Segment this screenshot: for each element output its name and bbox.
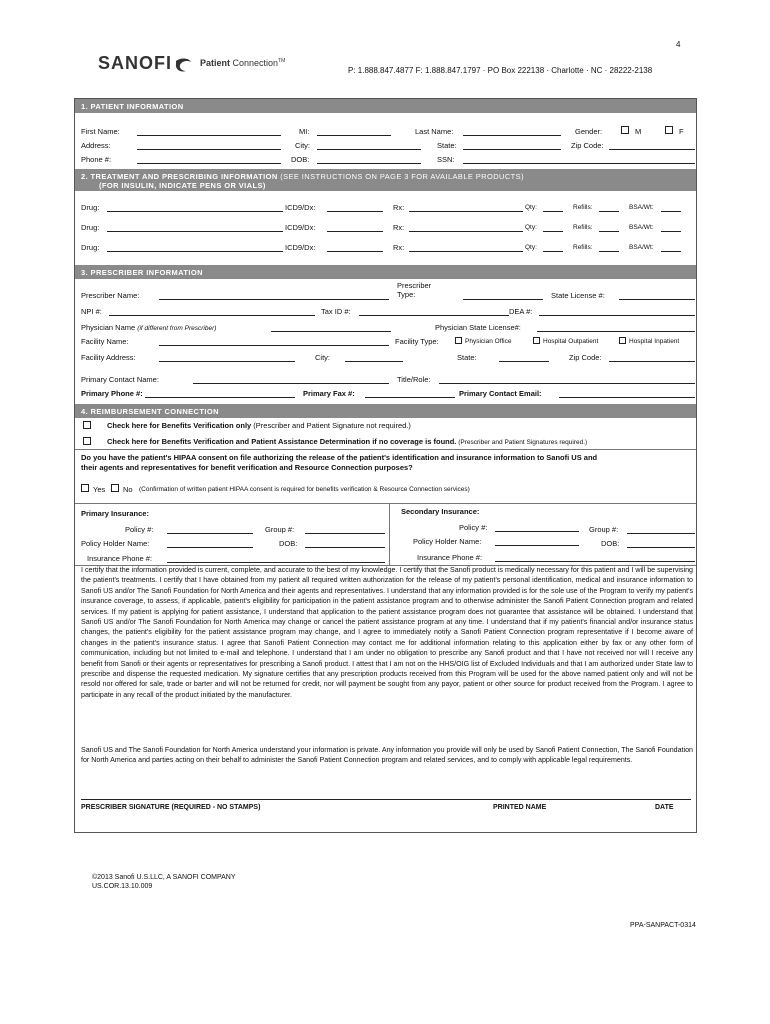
primary-dob-field[interactable] (305, 547, 385, 548)
divider (75, 449, 696, 450)
primary-policy-field[interactable] (167, 533, 253, 534)
insurance-divider (389, 503, 390, 565)
refills-label: Refills: (573, 204, 593, 211)
document-code: US.COR.13.10.009 (92, 883, 153, 890)
secondary-holder-field[interactable] (495, 545, 579, 546)
date-label: DATE (655, 804, 674, 811)
bsa-label: BSA/Wt: (629, 244, 654, 251)
hipaa-yes-checkbox[interactable] (81, 484, 89, 492)
printed-name-label: PRINTED NAME (493, 804, 547, 811)
privacy-text: Sanofi US and The Sanofi Foundation for North America understand your information is private. Any information you provide will only be used by Sanofi Patient Connection, The Sanofi Foundation for North America and parties acting on their behalf to administer the Sanofi Patient Connection program and related services, and to comply with applicable legal requirements. (81, 746, 693, 765)
mi-field[interactable] (317, 135, 391, 136)
drug-row-1 (75, 203, 695, 215)
secondary-ins-phone-field[interactable] (495, 561, 695, 562)
primary-phone-field[interactable] (145, 397, 295, 398)
primary-group-label: Group #: (265, 525, 295, 534)
qty-label: Qty: (525, 244, 537, 251)
physician-license-label: Physician State License#: (435, 323, 521, 332)
primary-dob-label: DOB: (279, 539, 298, 548)
patient-assistance-text: Check here for Benefits Verification and Patient Assistance Determination if no coverage is found. (Prescriber and Patient Signatures required.) (107, 437, 588, 446)
icd-label: ICD9/Dx: (285, 243, 316, 252)
prescriber-name-label: Prescriber Name: (81, 291, 140, 300)
icd-label: ICD9/Dx: (285, 203, 316, 212)
tax-id-label: Tax ID #: (321, 307, 351, 316)
state-field[interactable] (463, 149, 561, 150)
title-role-label: Title/Role: (397, 375, 431, 384)
title-role-field[interactable] (439, 383, 695, 384)
prescriber-name-field[interactable] (159, 299, 389, 300)
address-field[interactable] (137, 149, 281, 150)
secondary-ins-phone-label: Insurance Phone #: (417, 553, 483, 562)
primary-insurance-label: Primary Insurance: (81, 509, 149, 518)
hospital-outpatient-checkbox[interactable] (533, 337, 540, 344)
form-id: PPA-SANPACT-0314 (630, 922, 696, 929)
rx-label: Rx: (393, 223, 405, 232)
zip-field[interactable] (609, 149, 695, 150)
primary-contact-label: Primary Contact Name: (81, 375, 159, 384)
facility-zip-label: Zip Code: (569, 353, 602, 362)
primary-group-field[interactable] (305, 533, 385, 534)
patient-connection-logo: Patient Connection™ (200, 58, 286, 68)
city-field[interactable] (317, 149, 421, 150)
dob-label: DOB: (291, 155, 310, 164)
copyright: ©2013 Sanofi U.S.LLC, A SANOFI COMPANY (92, 874, 236, 881)
gender-m-checkbox[interactable] (621, 126, 629, 134)
dob-field[interactable] (317, 163, 421, 164)
facility-city-label: City: (315, 353, 330, 362)
gender-f-checkbox[interactable] (665, 126, 673, 134)
bsa-label: BSA/Wt: (629, 204, 654, 211)
hospital-inpatient-label: Hospital Inpatient (629, 338, 680, 345)
secondary-policy-label: Policy #: (459, 523, 488, 532)
physician-name-label: Physician Name (if different from Prescriber) (81, 323, 217, 332)
qty-field[interactable] (543, 231, 563, 232)
hospital-outpatient-label: Hospital Outpatient (543, 338, 599, 345)
first-name-field[interactable] (137, 135, 281, 136)
facility-name-label: Facility Name: (81, 337, 129, 346)
drug-row-2 (75, 223, 695, 235)
secondary-holder-label: Policy Holder Name: (413, 537, 482, 546)
primary-fax-field[interactable] (365, 397, 455, 398)
rx-label: Rx: (393, 243, 405, 252)
drug-field[interactable] (107, 211, 283, 212)
hipaa-no-label: No (123, 485, 133, 494)
refills-field[interactable] (599, 251, 619, 252)
state-label: State: (437, 141, 457, 150)
primary-phone-label: Primary Phone #: (81, 389, 143, 398)
section-treatment-header: 2. TREATMENT AND PRESCRIBING INFORMATION (SEE INSTRUCTIONS ON PAGE 3 FOR AVAILABLE PRODUCTS) (FOR INSULIN, INDICATE PENS OR VIALS) (75, 169, 696, 191)
icd-field[interactable] (327, 251, 383, 252)
hospital-inpatient-checkbox[interactable] (619, 337, 626, 344)
signature-line[interactable] (81, 799, 691, 800)
last-name-label: Last Name: (415, 127, 454, 136)
qty-label: Qty: (525, 204, 537, 211)
secondary-dob-field[interactable] (627, 547, 695, 548)
city-label: City: (295, 141, 310, 150)
physician-name-field[interactable] (271, 331, 391, 332)
mi-label: MI: (299, 127, 310, 136)
dea-label: DEA #: (509, 307, 533, 316)
hipaa-note: (Confirmation of written patient HIPAA consent is required for benefits verification & Resource Connection services) (139, 486, 470, 493)
hipaa-no-checkbox[interactable] (111, 484, 119, 492)
section-prescriber-header: 3. PRESCRIBER INFORMATION (75, 265, 696, 279)
facility-name-field[interactable] (159, 345, 389, 346)
qty-field[interactable] (543, 211, 563, 212)
drug-label: Drug: (81, 203, 100, 212)
primary-email-field[interactable] (559, 397, 695, 398)
secondary-dob-label: DOB: (601, 539, 620, 548)
page-number: 4 (676, 40, 681, 49)
drug-label: Drug: (81, 243, 100, 252)
rx-field[interactable] (409, 211, 523, 212)
bsa-label: BSA/Wt: (629, 224, 654, 231)
prescriber-signature-label: PRESCRIBER SIGNATURE (REQUIRED - NO STAMPS) (81, 804, 261, 811)
tax-id-field[interactable] (359, 315, 509, 316)
facility-state-field[interactable] (499, 361, 549, 362)
drug-row-3 (75, 243, 695, 255)
benefits-verification-checkbox[interactable] (83, 421, 91, 429)
divider (75, 503, 696, 504)
rx-label: Rx: (393, 203, 405, 212)
secondary-policy-field[interactable] (495, 531, 579, 532)
bsa-field[interactable] (661, 231, 681, 232)
last-name-field[interactable] (463, 135, 561, 136)
first-name-label: First Name: (81, 127, 120, 136)
bsa-field[interactable] (661, 251, 681, 252)
facility-zip-field[interactable] (609, 361, 695, 362)
secondary-group-label: Group #: (589, 525, 619, 534)
facility-address-label: Facility Address: (81, 353, 136, 362)
facility-address-field[interactable] (159, 361, 295, 362)
phone-label: Phone #: (81, 155, 112, 164)
phone-field[interactable] (137, 163, 281, 164)
sanofi-bird-icon (173, 54, 193, 74)
prescriber-type-field[interactable] (463, 299, 543, 300)
rx-field[interactable] (409, 251, 523, 252)
hipaa-yes-label: Yes (93, 485, 106, 494)
refills-label: Refills: (573, 224, 593, 231)
primary-ins-phone-label: Insurance Phone #: (87, 554, 153, 563)
primary-email-label: Primary Contact Email: (459, 389, 542, 398)
certification-text: I certify that the information provided is current, complete, and accurate to the best of my knowledge. I certify that the Sanofi product is medically necessary for this patient and I will be supervising the patient's treatments. I certify that I have obtained from my patient all required written authorization for the release of my patient's personal identification, medical and insurance information to Sanofi US and/or The Sanofi Foundation for North America and their agents and representatives. I understand that any information provided is for the sole use of the Program to verify my patient's insurance coverage, to assess, if applicable, patient's eligibility for participation in the patient assistance program and to otherwise administer the Sanofi Patient Connection program and related services. If my patient is applying for patient assistance, I understand that application to the patient assistance program does not guarantee that assistance will be obtained. I understand that Sanofi US and/or The Sanofi Foundation for North America may change or cancel the patient assistance program at any time. I understand that if my patient's financial and/or insurance status changes, the patient's eligibility for the patient assistance program may change, and I agree to immediately notify a Sanofi Patient Connection program representative if I become aware of changes in the patient's insurance status. I agree that Sanofi Patient Connection may contact me for additional information relating to this application either by fax or any other form of communication, including but not limited to e-mail and telephone. I understand that I am under no obligation to prescribe any Sanofi product and that I have not received nor will I receive any benefit from Sanofi or their agents or representatives for prescribing a Sanofi product. I attest that I am not on the HHS/OIG list of Excluded Individuals and that I am authorized under State law to prescribe and dispense the requested medication. My signature certifies that any prescription products received from this Program will be used for the above named patient only and will not be resold nor offered for sale, trade or barter and will not be returned for credit, nor will payment be sought from any payor, patient or other source for product received from the Program. I agree to participate in any recall of the product initiated by the manufacturer. (81, 566, 693, 699)
hipaa-question-line2: their agents and representatives for benefit verification and Resource Connection purposes? (81, 463, 413, 472)
gender-f-label: F (679, 127, 684, 136)
ssn-label: SSN: (437, 155, 455, 164)
primary-contact-field[interactable] (193, 383, 389, 384)
drug-field[interactable] (107, 231, 283, 232)
icd-field[interactable] (327, 231, 383, 232)
primary-ins-phone-field[interactable] (167, 562, 385, 563)
facility-state-label: State: (457, 353, 477, 362)
facility-city-field[interactable] (345, 361, 403, 362)
secondary-group-field[interactable] (627, 533, 695, 534)
gender-m-label: M (635, 127, 642, 136)
drug-label: Drug: (81, 223, 100, 232)
facility-type-label: Facility Type: (395, 337, 439, 346)
zip-label: Zip Code: (571, 141, 604, 150)
icd-label: ICD9/Dx: (285, 223, 316, 232)
section-reimbursement-header: 4. REIMBURSEMENT CONNECTION (75, 404, 696, 418)
contact-line: P: 1.888.847.4877 F: 1.888.847.1797 · PO Box 222138 · Charlotte · NC · 28222-2138 (348, 66, 653, 75)
qty-label: Qty: (525, 224, 537, 231)
bsa-field[interactable] (661, 211, 681, 212)
npi-label: NPI #: (81, 307, 102, 316)
address-label: Address: (81, 141, 111, 150)
secondary-insurance-label: Secondary Insurance: (401, 507, 480, 516)
sanofi-logo: SANOFI (98, 53, 173, 73)
prescriber-type-label: Prescriber Type: (397, 281, 432, 299)
gender-label: Gender: (575, 127, 603, 136)
ssn-field[interactable] (463, 163, 695, 164)
refills-field[interactable] (599, 231, 619, 232)
physician-license-field[interactable] (537, 331, 695, 332)
drug-field[interactable] (107, 251, 283, 252)
refills-label: Refills: (573, 244, 593, 251)
refills-field[interactable] (599, 211, 619, 212)
primary-holder-label: Policy Holder Name: (81, 539, 150, 548)
physician-office-label: Physician Office (465, 338, 512, 345)
patient-assistance-checkbox[interactable] (83, 437, 91, 445)
npi-field[interactable] (109, 315, 315, 316)
icd-field[interactable] (327, 211, 383, 212)
state-license-field[interactable] (619, 299, 695, 300)
primary-fax-label: Primary Fax #: (303, 389, 355, 398)
rx-field[interactable] (409, 231, 523, 232)
qty-field[interactable] (543, 251, 563, 252)
dea-field[interactable] (539, 315, 695, 316)
hipaa-question-line1: Do you have the patient's HIPAA consent on file authorizing the release of the patient's identification and insurance information to Sanofi US and (81, 453, 598, 462)
primary-holder-field[interactable] (167, 547, 253, 548)
benefits-verification-text: Check here for Benefits Verification only (Prescriber and Patient Signature not required.) (107, 421, 411, 430)
state-license-label: State License #: (551, 291, 605, 300)
physician-office-checkbox[interactable] (455, 337, 462, 344)
primary-policy-label: Policy #: (125, 525, 154, 534)
section-patient-information-header: 1. PATIENT INFORMATION (75, 99, 696, 113)
enrollment-form (74, 98, 697, 833)
